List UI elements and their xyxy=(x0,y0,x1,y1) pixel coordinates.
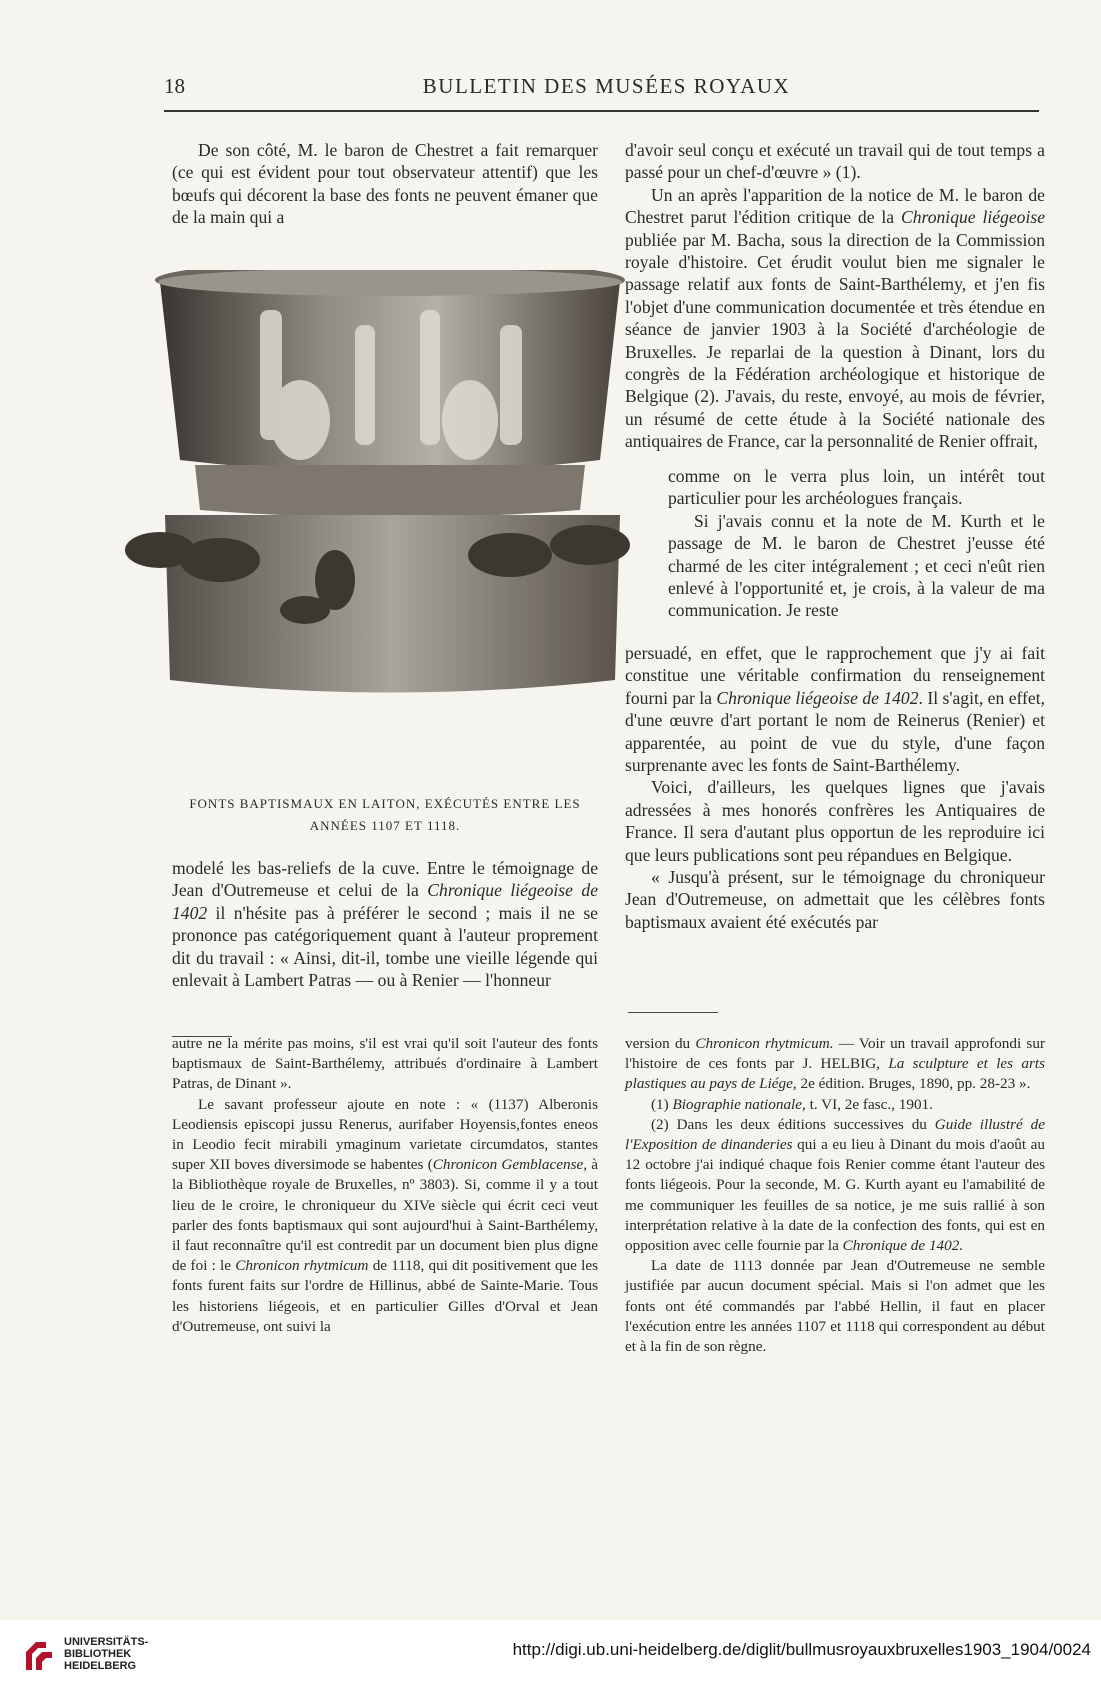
paragraph: De son côté, M. le baron de Chestret a fait remarquer (ce qui est évident pour tout observateur attentif) que les bœufs qui décorent la base des fonts ne peuvent émaner que de la main qui a xyxy=(172,140,598,228)
footnote-2: (2) Dans les deux éditions successives du Guide illustré de l'Exposition de dinanderies qui a eu lieu à Dinant du mois d'août au 12 octobre j'ai indiqué chaque fois Renier comme étant l'auteur des fonts liégeois. Pour la seconde, M. G. Kurth ayant eu l'amabilité de me communiquer les feuilles de sa notice, je me suis rallié à son interprétation relative à la date de la confection des fonts, qui est en opposition avec celle fournie par la Chronique de 1402. xyxy=(625,1115,1046,1255)
paragraph: modelé les bas-reliefs de la cuve. Entre le témoignage de Jean d'Outremeuse et celui de la Chronique liégeoise de 1402 il n'hésite pas à préférer le second ; mais il ne se prononce pas catégoriquement quant à l'auteur proprement dit du travail : « Ainsi, dit-il, tombe une vieille légende qui enlevait à Lambert Patras — ou à Renier — l'honneur xyxy=(172,858,598,991)
footnotes-right xyxy=(625,1034,1045,1357)
right-column-top xyxy=(625,139,1045,453)
footnote-1: (1) Biographie nationale, t. VI, 2e fasc., 1901. xyxy=(651,1095,933,1113)
caption-line: ANNÉES 1107 ET 1118. xyxy=(309,818,461,833)
footnote-text: version du Chronicon rhytmicum. — Voir un travail approfondi sur l'histoire de ces fonts par J. HELBIG, La sculpture et les arts plastiques au pays de Liége, 2e édition. Bruges, 1890, pp. 28-23 ». xyxy=(625,1035,1046,1093)
footnote-text: Le savant professeur ajoute en note : « (1137) Alberonis Leodiensis episcopi jussu Renerus, aurifaber Hoyensis,fontes eneos in Leodio fecit mirabili ymaginum varietate circumdatos, stantes super XII boves diversimode se habentes (Chronicon Gemblacense, à la Bibliothèque royale de Bruxelles, nº 3803). Si, comme il y a tout lieu de le croire, le chroniqueur du XIVe siècle qui écrit ceci veut parler des fonts baptismaux qui sont aujourd'hui à Saint-Barthélemy, il faut reconnaître qu'il est contredit par un document bien plus digne de foi : le Chronicon rhytmicum de 1118, qui dit positivement que les fonts furent faits sur l'ordre de Hillinus, abbé de Sainte-Marie. Tous les historiens liégeois, et en particulier Gilles d'Orval et Jean d'Outremeuse, ont suivi la xyxy=(172,1095,598,1335)
running-header xyxy=(164,74,1049,100)
footer-bar xyxy=(0,1620,1101,1689)
footnote-text: autre ne la mérite pas moins, s'il est vrai qu'il soit l'auteur des fonts baptismaux de Saint-Barthélemy, attribués d'ordinaire à Lambert Patras, de Dinant ». xyxy=(172,1035,598,1093)
paragraph: d'avoir seul conçu et exécuté un travail qui de tout temps a passé pour un chef-d'œuvre » (1). xyxy=(625,140,1045,183)
footnotes-left xyxy=(172,1034,598,1337)
footnote-rule xyxy=(628,1012,718,1013)
library-logo-icon xyxy=(20,1638,58,1676)
paragraph: persuadé, en effet, que le rapprochement que j'y ai fait constitue une véritable confirmation du renseignement fourni par la Chronique liégeoise de 1402. Il s'agit, en effet, d'une œuvre d'art portant le nom de Reinerus (Renier) et apparentée, au point de vue du style, d'une façon surprenante avec les fonts de Saint-Barthélemy. xyxy=(625,643,1045,776)
figure-caption xyxy=(172,793,598,837)
running-title: BULLETIN DES MUSÉES ROYAUX xyxy=(422,74,791,98)
right-column-narrow xyxy=(668,465,1045,622)
header-rule xyxy=(164,110,1039,112)
left-column-top xyxy=(172,139,598,229)
baptismal-font-photo xyxy=(120,270,660,770)
footnote-text: La date de 1113 donnée par Jean d'Outremeuse ne semble justifiée par aucun document spécial. Mais si l'on admet que les fonts ont été commandés par l'abbé Hellin, il faut en placer l'exécution entre les années 1107 et 1118 qui correspondent au début et à la fin de son règne. xyxy=(625,1257,1045,1356)
paragraph: Un an après l'apparition de la notice de M. le baron de Chestret parut l'édition critique de la Chronique liégeoise publiée par M. Bacha, sous la direction de la Commission royale d'histoire. Cet érudit voulut bien me signaler le passage relatif aux fonts de Saint-Barthélemy, et j'en fis l'objet d'une communication documentée et très étendue en séance de janvier 1903 à la Société d'archéologie de Bruxelles. Je reparlai de la question à Dinant, lors du congrès de la Fédération archéologique et historique de Belgique (2). J'avais, du reste, envoyé, au mois de février, un résumé de cette étude à la Société nationale des antiquaires de France, car la personnalité de Renier offrait, xyxy=(625,184,1045,452)
institution-name: UNIVERSITÄTS- BIBLIOTHEK HEIDELBERG xyxy=(64,1636,149,1672)
paragraph: comme on le verra plus loin, un intérêt tout particulier pour les archéologues français. xyxy=(668,466,1045,509)
left-column-bottom xyxy=(172,857,598,991)
source-url-link[interactable]: http://digi.ub.uni-heidelberg.de/diglit/bullmusroyauxbruxelles1903_1904/0024 xyxy=(512,1640,1091,1659)
caption-line: FONTS BAPTISMAUX EN LAITON, EXÉCUTÉS ENTRE LES xyxy=(189,796,581,811)
paragraph: Voici, d'ailleurs, les quelques lignes que j'avais adressées à mes honorés confrères les Antiquaires de France. Il sera d'autant plus opportun de les reproduire ici que leurs publications sont peu répandues en Belgique. xyxy=(625,777,1045,865)
paragraph: « Jusqu'à présent, sur le témoignage du chroniqueur Jean d'Outremeuse, on admettait que les célèbres fonts baptismaux avaient été exécutés par xyxy=(625,867,1045,932)
right-column-bottom xyxy=(625,642,1045,933)
paragraph: Si j'avais connu et la note de M. Kurth et le passage de M. le baron de Chestret j'eusse été charmé de les citer intégralement ; et ceci n'eût rien enlevé à l'opportunité et, je crois, à la valeur de ma communication. Je reste xyxy=(668,510,1045,621)
page-number: 18 xyxy=(164,74,185,98)
